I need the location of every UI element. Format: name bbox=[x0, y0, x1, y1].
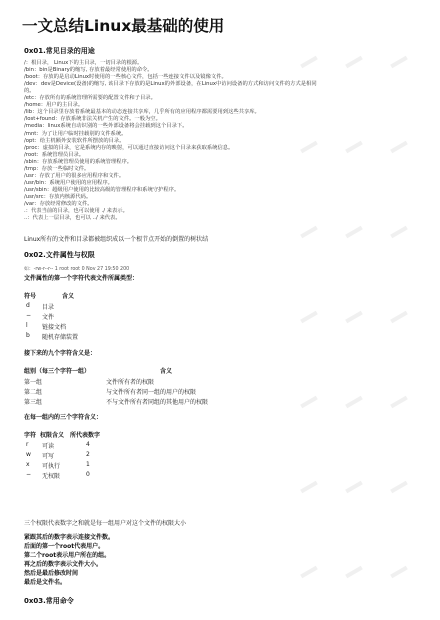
page-title: 一文总结Linux最基础的使用 bbox=[22, 17, 225, 35]
directory-line: /usr/bin：系统用户使用的应用程序。 bbox=[24, 179, 113, 186]
directory-line: 的。 bbox=[24, 88, 35, 95]
permission-table: 字符 权限含义 所代表数字 r 可读 4 w 可写 2 x 可执行 1 − 无权限 0 bbox=[24, 432, 101, 480]
watermark-mark bbox=[390, 311, 408, 323]
directory-line: /usr：存放了用户的很多应用程序和文件。 bbox=[24, 172, 125, 179]
directory-line: /mnt：为了让用户临时挂载别的文件系统。 bbox=[24, 130, 127, 137]
watermark-mark bbox=[300, 226, 318, 238]
watermark-mark bbox=[390, 226, 408, 238]
watermark-mark bbox=[345, 226, 363, 238]
watermark-mark bbox=[300, 141, 318, 153]
section-heading-commands: 0x03.常用命令 bbox=[24, 597, 74, 605]
directory-line: /home：用户的主目录。 bbox=[24, 102, 84, 109]
watermark-mark bbox=[345, 396, 363, 408]
group-table: 组别（每三个字符一组） 含义 第一组 文件所有者的权限 第二组 与文件所有者同一组的用户的权限 第三组 不与文件所有者同组的其他用户的权限 bbox=[24, 368, 209, 406]
directory-line: /tmp：存放一些临时文件。 bbox=[24, 165, 90, 172]
directory-line: /dev：dev是Device(设备)的缩写, 该目录下存放的是Linux的外部设备，在Linux中访问设备的方式和访问文件的方式是相同 bbox=[24, 81, 317, 88]
directory-line: /opt：给主机额外安装软件所摆放的目录。 bbox=[24, 137, 125, 144]
watermark-mark bbox=[390, 141, 408, 153]
watermark-mark bbox=[300, 311, 318, 323]
tail-line: 再之后的数字表示文件大小。 bbox=[24, 561, 103, 568]
watermark-mark bbox=[345, 311, 363, 323]
directory-line: .：代表当前的目录，也可以使用 ./ 来表示。 bbox=[24, 208, 128, 215]
watermark-mark bbox=[390, 566, 408, 578]
directory-line: /lib：这个目录里存放着系统最基本的动态连接共享库，几乎所有的应用程序都需要用到这些共享库。 bbox=[24, 109, 260, 116]
watermark-mark bbox=[300, 566, 318, 578]
tail-line: 紧跟其后的数字表示连接文件数。 bbox=[24, 534, 115, 541]
tail-line: 然后是最后修改时间 bbox=[24, 570, 79, 577]
directory-line: /boot：存放的是启动Linux时使用的一些核心文件，包括一些连接文件以及镜像文件。 bbox=[24, 74, 227, 81]
directory-line: ..：代表上一层目录，也可以 ../ 来代表。 bbox=[24, 215, 121, 222]
watermark-mark bbox=[345, 481, 363, 493]
watermark-mark bbox=[390, 396, 408, 408]
directory-line: /lost+found：存放系统非法关机产生的文件。一般为空。 bbox=[24, 116, 161, 123]
directory-line: /sbin：存放系统管理员使用的系统管理程序。 bbox=[24, 158, 133, 165]
first-char-title: 文件属性的第一个字符代表文件所属类型： bbox=[24, 275, 139, 282]
file-type-table: 符号 含义 d 目录 − 文件 l 链接文档 b 随机存储装置 bbox=[24, 293, 79, 341]
watermark-mark bbox=[345, 141, 363, 153]
watermark-mark bbox=[300, 396, 318, 408]
directory-line: /root：系统管理员目录。 bbox=[24, 151, 85, 158]
directory-line: /：根目录， Linux下的主目录，一切目录的根源。 bbox=[24, 60, 143, 66]
directory-line: /var：存放经常修改的文件。 bbox=[24, 201, 93, 207]
tail-line: 后面的第一个root代表用户。 bbox=[24, 543, 105, 550]
col-meaning: 含义 bbox=[62, 293, 75, 300]
tree-summary: Linux所有的文件和目录都被组织成以一个根节点开始的倒置的树状结 bbox=[24, 236, 209, 243]
watermark-mark bbox=[300, 481, 318, 493]
nine-chars-title: 接下来的九个字符含义是： bbox=[24, 350, 97, 357]
directory-line: /bin：bin是Binary的缩写, 存放着最经常使用的命令。 bbox=[24, 67, 153, 74]
watermark-mark bbox=[390, 481, 408, 493]
section-heading-directories: 0x01.常见目录的用途 bbox=[24, 47, 95, 55]
directory-line: /usr/sbin：超级用户使用的比较高级的管理程序和系统守护程序。 bbox=[24, 186, 180, 193]
directory-line: /etc：存放所有的系统管理所需要的配置文件和子目录。 bbox=[24, 95, 156, 102]
permission-note: 三个权限代表数字之和就是每一组用户对这个文件的权限大小 bbox=[24, 520, 187, 527]
col-symbol: 符号 bbox=[24, 293, 37, 300]
directory-line: /usr/src：存放内核源代码。 bbox=[24, 193, 92, 200]
tail-line: 最后是文件名。 bbox=[24, 579, 67, 586]
per-group-title: 在每一组内的三个字符含义： bbox=[24, 414, 103, 421]
tail-line: 第二个root表示用户所在的组。 bbox=[24, 552, 111, 559]
directory-line: /proc：虚拟的目录，它是系统内存的映射，可以通过直接访问这个目录来获取系统信息。 bbox=[24, 144, 234, 151]
section-heading-permissions: 0x02.文件属性与权限 bbox=[24, 251, 95, 259]
watermark-mark bbox=[345, 566, 363, 578]
ls-example: 如：-rw-r--r-- 1 root root 0 Nov 27 19:50 200 bbox=[24, 267, 130, 272]
directory-line: /media：linux系统自动识别的一些外部设备将会挂载到这个目录下。 bbox=[24, 123, 188, 130]
watermark-mark bbox=[300, 56, 318, 68]
watermark-mark bbox=[390, 56, 408, 68]
watermark-mark bbox=[345, 56, 363, 68]
